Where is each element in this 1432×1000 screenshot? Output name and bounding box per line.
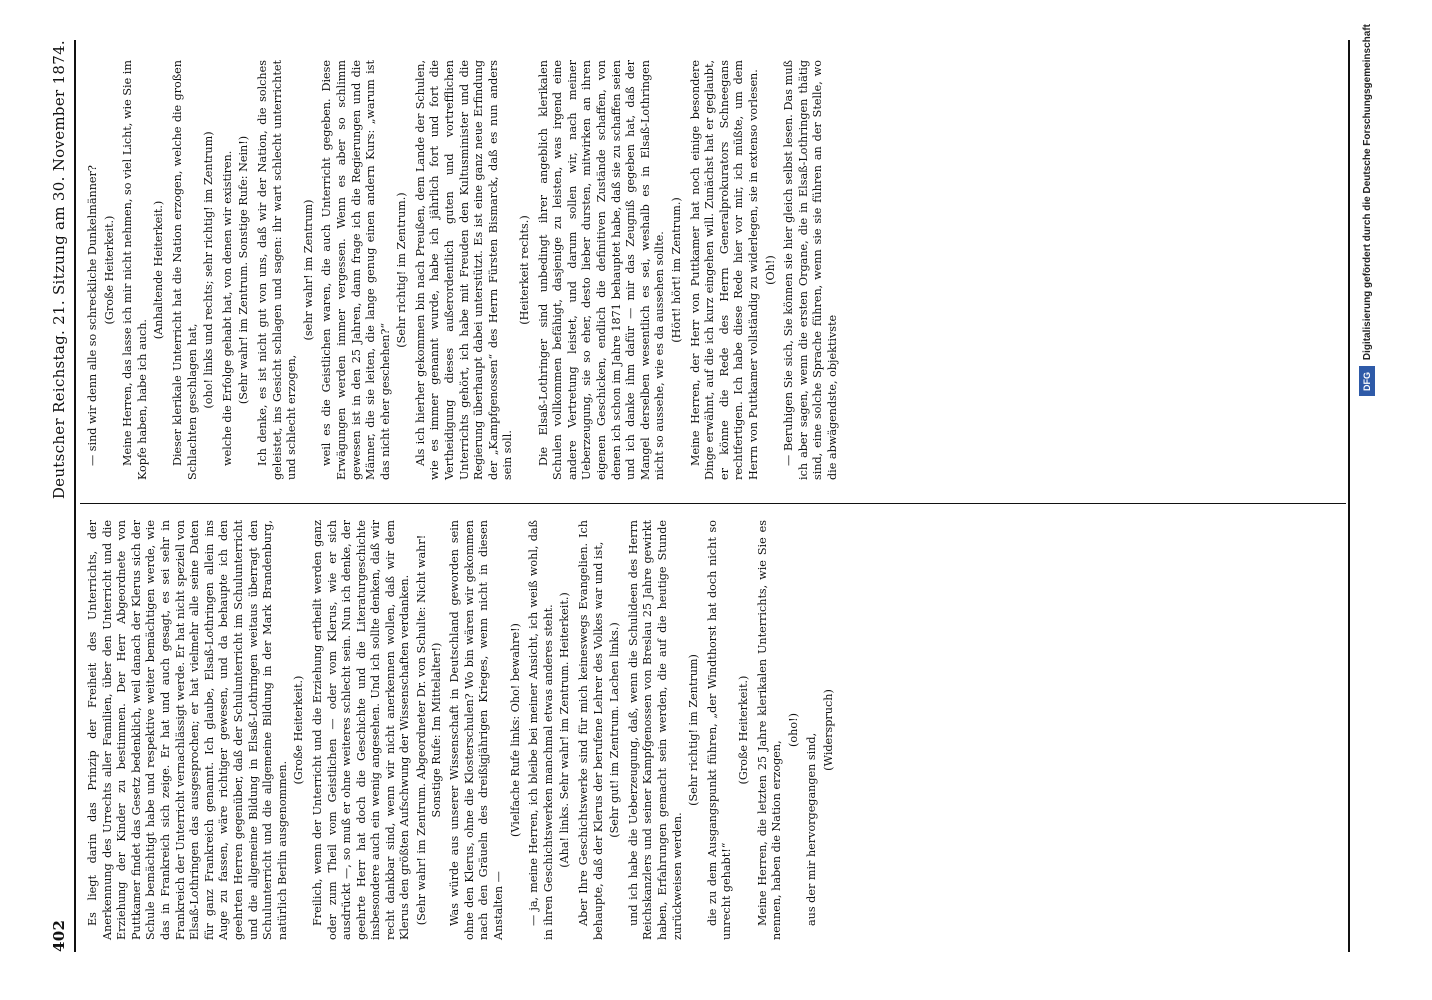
interjection: (Vielfache Rufe links: Oho! bewahre!) — [508, 623, 522, 837]
interjection: (Widerspruch) — [821, 689, 835, 771]
paragraph: — Beruhigen Sie sich, Sie können sie hier gleich selbst lesen. Das muß ich aber sagen, wenn die ersten Organe, die in Elsaß-Lothringen thätig sind, eine solche Sprache führen, wenn sie sie führen an der Stelle, wo die abwägendste, objektivste — [782, 60, 839, 480]
interjection: (Große Heiterkeit.) — [292, 675, 306, 785]
paragraph: weil es die Geistlichen waren, die auch Unterricht gegeben. Diese Erwägungen werden immer vergessen. Wenn es aber so schlimm gewesen ist in den 25 Jahren, dann frage ich die Regierungen und die Männer, die sie leiten, die lange genug einen andern Kurs: „warum ist das nicht eher geschehen?“ — [320, 60, 392, 480]
dfg-badge-label: DFG — [1362, 371, 1372, 391]
dfg-logo-icon — [1359, 366, 1375, 396]
paragraph: und ich habe die Ueberzeugung, daß, wenn die Schulideen des Herrn Reichskanzlers und seiner Kampfgenossen von Breslau 25 Jahre gewirkt haben, Erfahrungen gemacht sein werden, die auf die heutige Stunde zurückweisen werden. — [626, 520, 684, 940]
interjection: (Sehr gut! im Zentrum. Lachen links.) — [608, 622, 622, 838]
interjection: (Oh!) — [763, 255, 777, 285]
paragraph: — ja, meine Herren, ich bleibe bei meiner Ansicht, ich weiß wohl, daß in ihren Geschichtswerken manchmal etwas anderes steht. — [527, 520, 555, 940]
paragraph: welche die Erfolge gehabt hat, von denen wir existiren. — [220, 150, 234, 466]
paragraph: Ich denke, es ist nicht gut von uns, daß wir der Nation, die solches geleistet, ins Gesicht schlagen und sagen: ihr wart schlecht unterrichtet und schlecht erzogen, — [255, 60, 299, 480]
left-column — [86, 520, 841, 940]
column-divider — [80, 503, 1346, 504]
footer-rule — [1348, 40, 1350, 952]
right-column — [86, 60, 843, 480]
paragraph: Dieser klerikale Unterricht hat die Nation erzogen, welche die großen Schlachten geschlagen hat, — [170, 60, 199, 480]
paragraph: Meine Herren, die letzten 25 Jahre klerikalen Unterrichts, wie Sie es nennen, haben die Nation erzogen, — [755, 520, 784, 940]
paragraph: Als ich hierher gekommen bin nach Preußen, dem Lande der Schulen, wie es immer genannt wurde, habe ich jährlich fort und fort die Vertheidigung dieses außerordentlich guten und vortrefflichen Unterrichts gehört, ich habe mit Freuden den Kultusminister und die Regierung überhaupt dabei unterstützt. Es ist eine ganz neue Erfindung der „Kampfgenossen“ des Herrn Fürsten Bismarck, daß es nun anders sein soll. — [413, 60, 515, 480]
running-title: Deutscher Reichstag. 21. Sitzung am 30. November 1874. — [50, 40, 68, 500]
interjection: (Sehr wahr! im Zentrum. Abgeordneter Dr. von Schulte: Nicht wahr! Sonstige Rufe: Im Mittelalter!) — [415, 534, 443, 926]
funding-credit-text: Digitalisierung gefördert durch die Deutsche Forschungsgemeinschaft — [1361, 24, 1373, 361]
interjection: (Sehr wahr! im Zentrum. Sonstige Rufe: Nein!) — [237, 135, 251, 405]
interjection: (sehr wahr! im Zentrum) — [301, 199, 315, 341]
page-header — [40, 40, 68, 952]
interjection: (oho! links und rechts; sehr richtig! im Zentrum) — [202, 131, 216, 409]
header-rule — [74, 40, 76, 952]
paragraph: — sind wir denn alle so schreckliche Dunkelmänner? — [86, 165, 99, 466]
interjection: (Sehr richtig! im Zentrum) — [687, 654, 701, 806]
interjection: (Anhaltende Heiterkeit.) — [152, 200, 166, 340]
paragraph: Die Elsaß-Lothringer sind unbedingt ihrer angeblich klerikalen Schulen vollkommen befähigt, dasjenige zu leisten, was irgend eine andere Vertretung leistet, und darum sollen wir, nach meiner Ueberzeugung, sie so eher, desto lieber dursten, mitwirken an ihren eigenen Geschicken, endlich die definitiven Zustände schaffen, von denen ich schon im Jahre 1871 behauptet habe, daß sie zu schaffen seien und ich danke ihm dafür — mir das Zeugniß gegeben hat, daß der Mangel derselben wesentlich es sei, weshalb es in Elsaß-Lothringen nicht so aussehe, wie es da aussehen sollte. — [536, 60, 667, 480]
interjection: (Hört! hört! im Zentrum.) — [669, 197, 683, 343]
paragraph: Aber Ihre Geschichtswerke sind für mich keineswegs Evangelien. Ich behaupte, daß der Klerus der berufene Lehrer des Volkes war und ist, — [577, 520, 605, 940]
paragraph: Meine Herren, der Herr von Puttkamer hat noch einige besondere Dinge erwähnt, auf die ich kurz eingehen will. Zunächst hat er geglaubt, er könne die Rede des Herrn Generalprokurators Schneegans rechtfertigen. Ich habe diese Rede hier vor mir, ich müßte, um dem Herrn von Puttkamer vollständig zu widerlegen, sie in extenso vorlesen. — [688, 60, 760, 480]
paragraph: aus der mir hervorgegangen sind, — [805, 732, 819, 926]
interjection: (Sehr richtig! im Zentrum.) — [395, 192, 409, 348]
interjection: (Große Heiterkeit.) — [736, 675, 750, 785]
paragraph: Es liegt darin das Prinzip der Freiheit des Unterrichts, der Anerkennung des Urrechts aller Familien, über den Unterricht und die Erziehung der Kinder zu bestimmen. Der Herr Abgeordnete von Puttkamer findet das Gesetz bedenklich, weil danach der Klerus sich der Schule bemächtigt habe und respektive weiter bemächtigen werde, wie das in Frankreich sich zeige. Er hat und auch gesagt, es sei sehr in Frankreich der Unterricht vernachlässigt werde. Er hat nicht speziell von Elsaß-Lothringen das ausgesprochen; er hat vielmehr alle seine Daten für ganz Frankreich genannt. Ich glaube, Elsaß-Lothringen allein ins Auge zu fassen, wäre richtiger gewesen, und da behaupte ich den geehrten Herren gegenüber, daß der Schulunterricht im Schulunterricht und die allgemeine Bildung in Elsaß-Lothringen weitaus überragt den Schulunterricht und die allgemeine Bildung in der Mark Brandenburg, natürlich Berlin ausgenommen. — [86, 520, 289, 940]
interjection: (Heiterkeit rechts.) — [518, 215, 532, 325]
paragraph: Meine Herren, das lasse ich mir nicht nehmen, so viel Licht, wie Sie im Kopfe haben, habe ich auch. — [121, 60, 149, 480]
digitization-credit — [1358, 24, 1376, 984]
paragraph: Freilich, wenn der Unterricht und die Erziehung ertheilt werden ganz oder zum Theil vom Geistlichen — oder vom Klerus, wie er sich ausdrückt —, so muß er ohne weiteres schlecht sein. Nun ich denke, der geehrte Herr hat doch die Geschichte und die Literaturgeschichte insbesondere auch ein wenig angesehen. Und ich sollte denken, daß wir recht dankbar sind, wenn wir nicht anerkennen wollen, daß wir dem Klerus den größten Aufschwung der Wissenschaften verdanken. — [310, 520, 412, 940]
interjection: (oho!) — [786, 713, 800, 747]
interjection: (Aha! links. Sehr wahr! im Zentrum. Heiterkeit.) — [558, 592, 572, 868]
paragraph: die zu dem Ausgangspunkt führen, „der Windthorst hat doch nicht so unrecht gehabt!“ — [705, 520, 734, 940]
page-number: 402 — [50, 919, 68, 952]
paragraph: Was würde aus unserer Wissenschaft in Deutschland geworden sein ohne den Klerus, ohne die Klosterschulen? Wo bin wären wir gekommen nach den Gräueln des dreißigjährigen Krieges, wenn nicht in diesen Anstalten — — [448, 520, 506, 940]
interjection: (Große Heiterkeit.) — [102, 215, 116, 325]
